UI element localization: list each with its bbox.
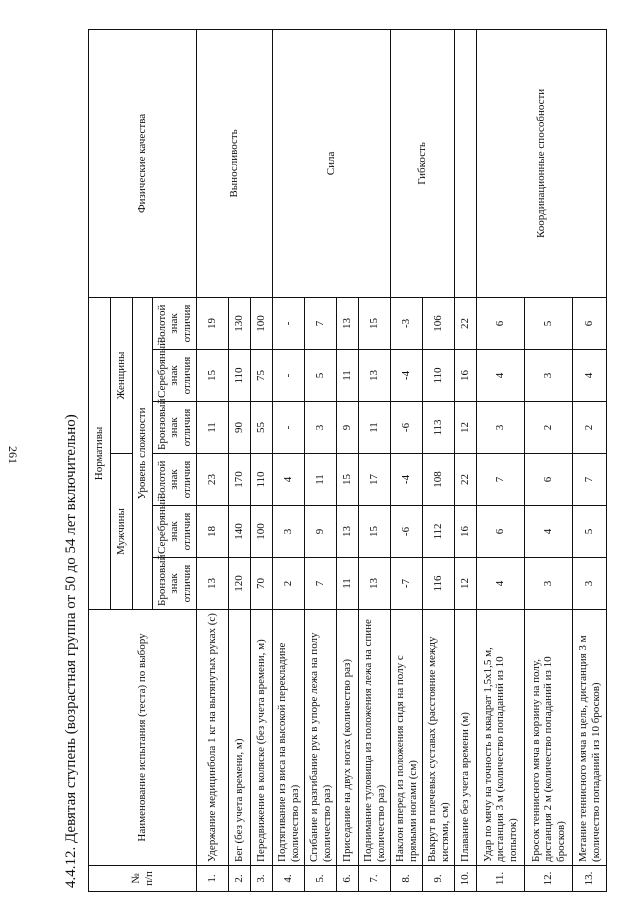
women-gold-value: 13 bbox=[337, 297, 359, 349]
physical-quality: Координационные способности bbox=[477, 29, 607, 297]
women-gold-value: 100 bbox=[251, 297, 273, 349]
men-gold-value: 15 bbox=[337, 454, 359, 506]
physical-quality: Сила bbox=[273, 29, 391, 297]
women-silver-value: 5 bbox=[305, 350, 337, 402]
men-gold-value: 22 bbox=[455, 454, 477, 506]
table-row bbox=[477, 29, 525, 891]
section-title: 4.4.12. Девятая ступень (возрастная группа от 50 до 54 лет включительно) bbox=[63, 414, 79, 888]
header-name: Наименование испытания (теста) по выбору bbox=[89, 610, 197, 866]
men-bronze-value: -7 bbox=[391, 558, 423, 610]
women-bronze-value: 9 bbox=[337, 402, 359, 454]
women-silver-value: 11 bbox=[337, 350, 359, 402]
women-gold-value: 5 bbox=[525, 297, 573, 349]
men-gold-value: 17 bbox=[359, 454, 391, 506]
test-name: Сгибание и разгибание рук в упоре лежа на полу (количество раз) bbox=[305, 610, 337, 866]
test-name: Поднимание туловища из положения лежа на спине (количество раз) bbox=[359, 610, 391, 866]
women-gold-value: 22 bbox=[455, 297, 477, 349]
men-silver-value: 5 bbox=[573, 506, 607, 558]
men-silver-value: 100 bbox=[251, 506, 273, 558]
row-number: 3. bbox=[251, 866, 273, 892]
men-silver-value: 15 bbox=[359, 506, 391, 558]
row-number: 4. bbox=[273, 866, 305, 892]
row-number: 12. bbox=[525, 866, 573, 892]
men-bronze-value: 120 bbox=[229, 558, 251, 610]
women-bronze-value: 3 bbox=[477, 402, 525, 454]
women-gold-value: - bbox=[273, 297, 305, 349]
header-women-gold: Золотой знак отличия bbox=[153, 297, 197, 349]
men-bronze-value: 70 bbox=[251, 558, 273, 610]
men-bronze-value: 4 bbox=[477, 558, 525, 610]
row-number: 1. bbox=[197, 866, 229, 892]
men-silver-value: 3 bbox=[273, 506, 305, 558]
women-bronze-value: 55 bbox=[251, 402, 273, 454]
row-number: 13. bbox=[573, 866, 607, 892]
men-bronze-value: 12 bbox=[455, 558, 477, 610]
women-bronze-value: -6 bbox=[391, 402, 423, 454]
test-name: Наклон вперед из положения сидя на полу с прямыми ногами (см) bbox=[391, 610, 423, 866]
test-name: Метание теннисного мяча в цель, дистанция 3 м (количество попаданий из 10 бросков) bbox=[573, 610, 607, 866]
men-silver-value: 112 bbox=[423, 506, 455, 558]
women-silver-value: 15 bbox=[197, 350, 229, 402]
women-silver-value: 4 bbox=[477, 350, 525, 402]
women-silver-value: -4 bbox=[391, 350, 423, 402]
men-silver-value: 4 bbox=[525, 506, 573, 558]
women-gold-value: 19 bbox=[197, 297, 229, 349]
women-silver-value: - bbox=[273, 350, 305, 402]
women-silver-value: 3 bbox=[525, 350, 573, 402]
test-name: Подтягивание из виса на высокой перекладине (количество раз) bbox=[273, 610, 305, 866]
row-number: 8. bbox=[391, 866, 423, 892]
row-number: 2. bbox=[229, 866, 251, 892]
rotated-content bbox=[60, 22, 620, 892]
men-silver-value: 140 bbox=[229, 506, 251, 558]
men-bronze-value: 11 bbox=[337, 558, 359, 610]
test-name: Бег (без учета времени, м) bbox=[229, 610, 251, 866]
header-men-gold: Золотой знак отличия bbox=[153, 454, 197, 506]
men-gold-value: -4 bbox=[391, 454, 423, 506]
women-bronze-value: 90 bbox=[229, 402, 251, 454]
men-bronze-value: 13 bbox=[197, 558, 229, 610]
test-name: Удержание медицинбола 1 кг на вытянутых руках (с) bbox=[197, 610, 229, 866]
page-number: 261 bbox=[6, 446, 20, 464]
men-gold-value: 108 bbox=[423, 454, 455, 506]
men-gold-value: 23 bbox=[197, 454, 229, 506]
women-bronze-value: 3 bbox=[305, 402, 337, 454]
header-women: Женщины bbox=[111, 297, 133, 453]
women-gold-value: 7 bbox=[305, 297, 337, 349]
header-level: Уровень сложности bbox=[133, 297, 153, 609]
women-gold-value: -3 bbox=[391, 297, 423, 349]
women-gold-value: 106 bbox=[423, 297, 455, 349]
men-silver-value: 9 bbox=[305, 506, 337, 558]
men-gold-value: 7 bbox=[573, 454, 607, 506]
women-bronze-value: - bbox=[273, 402, 305, 454]
header-men-silver: Серебряный знак отличия bbox=[153, 506, 197, 558]
women-gold-value: 130 bbox=[229, 297, 251, 349]
women-bronze-value: 12 bbox=[455, 402, 477, 454]
physical-quality: Гибкость bbox=[391, 29, 455, 297]
row-number: 11. bbox=[477, 866, 525, 892]
women-bronze-value: 113 bbox=[423, 402, 455, 454]
women-silver-value: 13 bbox=[359, 350, 391, 402]
men-silver-value: -6 bbox=[391, 506, 423, 558]
table-row bbox=[391, 29, 423, 891]
women-gold-value: 6 bbox=[573, 297, 607, 349]
header-women-bronze: Бронзовый знак отличия bbox=[153, 402, 197, 454]
men-gold-value: 4 bbox=[273, 454, 305, 506]
men-gold-value: 110 bbox=[251, 454, 273, 506]
header-women-silver: Серебряный знак отличия bbox=[153, 350, 197, 402]
test-name: Бросок теннисного мяча в корзину на полу, дистанция 2 м (количество попаданий из 10 бросков) bbox=[525, 610, 573, 866]
men-gold-value: 6 bbox=[525, 454, 573, 506]
women-bronze-value: 2 bbox=[573, 402, 607, 454]
men-gold-value: 11 bbox=[305, 454, 337, 506]
physical-quality bbox=[455, 29, 477, 297]
row-number: 7. bbox=[359, 866, 391, 892]
men-silver-value: 16 bbox=[455, 506, 477, 558]
header-men: Мужчины bbox=[111, 454, 133, 610]
table-row bbox=[455, 29, 477, 891]
men-bronze-value: 3 bbox=[525, 558, 573, 610]
header-men-bronze: Бронзовый знак отличия bbox=[153, 558, 197, 610]
test-name: Передвижение в коляске (без учета времени, м) bbox=[251, 610, 273, 866]
men-gold-value: 170 bbox=[229, 454, 251, 506]
men-bronze-value: 13 bbox=[359, 558, 391, 610]
table-row bbox=[197, 29, 229, 891]
women-bronze-value: 11 bbox=[197, 402, 229, 454]
norms-table bbox=[88, 29, 607, 892]
row-number: 9. bbox=[423, 866, 455, 892]
women-silver-value: 4 bbox=[573, 350, 607, 402]
women-bronze-value: 2 bbox=[525, 402, 573, 454]
test-name: Приседание на двух ногах (количество раз) bbox=[337, 610, 359, 866]
women-silver-value: 16 bbox=[455, 350, 477, 402]
row-number: 10. bbox=[455, 866, 477, 892]
physical-quality: Выносливость bbox=[197, 29, 273, 297]
women-silver-value: 110 bbox=[423, 350, 455, 402]
women-gold-value: 6 bbox=[477, 297, 525, 349]
men-gold-value: 7 bbox=[477, 454, 525, 506]
table-row bbox=[273, 29, 305, 891]
men-silver-value: 13 bbox=[337, 506, 359, 558]
women-silver-value: 110 bbox=[229, 350, 251, 402]
men-silver-value: 6 bbox=[477, 506, 525, 558]
men-bronze-value: 2 bbox=[273, 558, 305, 610]
women-gold-value: 15 bbox=[359, 297, 391, 349]
header-norms: Нормативы bbox=[89, 297, 111, 609]
men-bronze-value: 116 bbox=[423, 558, 455, 610]
women-silver-value: 75 bbox=[251, 350, 273, 402]
row-number: 6. bbox=[337, 866, 359, 892]
test-name: Плавание без учета времени (м) bbox=[455, 610, 477, 866]
header-quality: Физические качества bbox=[89, 29, 197, 297]
men-bronze-value: 7 bbox=[305, 558, 337, 610]
row-number: 5. bbox=[305, 866, 337, 892]
men-bronze-value: 3 bbox=[573, 558, 607, 610]
test-name: Удар по мячу на точность в квадрат 1,5х1,5 м, дистанция 3 м (количество попаданий из 10 попыток) bbox=[477, 610, 525, 866]
men-silver-value: 18 bbox=[197, 506, 229, 558]
header-no: № п/п bbox=[89, 866, 197, 892]
test-name: Выкрут в плечевых суставах (расстояние между кистями, см) bbox=[423, 610, 455, 866]
women-bronze-value: 11 bbox=[359, 402, 391, 454]
